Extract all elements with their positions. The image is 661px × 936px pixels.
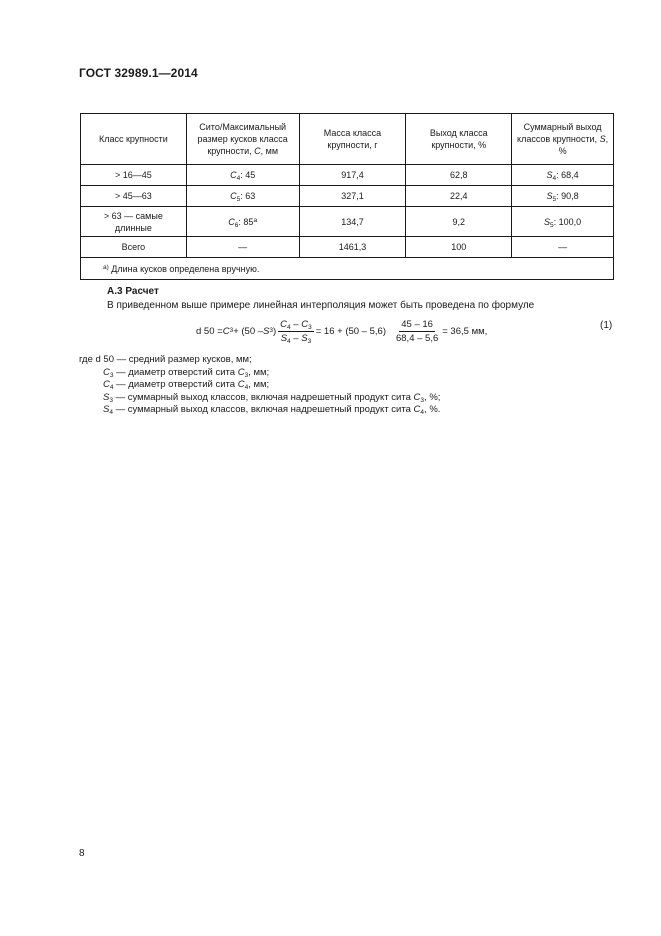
- table-footnote: $^{а)}$ Длина кусков определена вручную.: [81, 258, 614, 280]
- formula: d 50 = C 3 + (50 – S 3 ) $\frac{C_4 - C_3}{S_4 - S_3}$ = 16 + (50 – 5,6) $\frac{45 - 16}{68,4 - 5,6}$ = 36,5 мм,: [196, 318, 488, 345]
- header-sieve: Сито/Максимальный размер кусков класса крупности, C, мм: [186, 114, 299, 165]
- table-total-row: [81, 237, 614, 258]
- header-cumulative-yield: Суммарный выход классов крупности, S, %: [512, 114, 614, 165]
- cell-mass: 134,7: [299, 207, 406, 237]
- table-row: [81, 207, 614, 237]
- header-mass: Масса класса крупности, г: [299, 114, 406, 165]
- cell-sieve: $C_6$: $85^а$: [186, 207, 299, 237]
- cell-mass: 917,4: [299, 165, 406, 186]
- formula-fraction-1: $\frac{C_4 - C_3}{S_4 - S_3}$: [280, 318, 312, 345]
- table-row: [81, 186, 614, 207]
- table-header-row: [81, 114, 614, 165]
- page-number: 8: [79, 848, 85, 859]
- table-footnote-row: [81, 258, 614, 280]
- cell-sieve: $C_4$: 45: [186, 165, 299, 186]
- formula-fraction-2: $\frac{45 - 16}{68,4 - 5,6}$: [395, 318, 439, 344]
- cell-size-class: > 63 — самые длинные: [81, 207, 187, 237]
- definition-intro: где d 50 — средний размер кусков, мм;: [79, 354, 252, 365]
- footnote-ref: а: [253, 216, 258, 224]
- cell-sieve: $C_5$: 63: [186, 186, 299, 207]
- section-paragraph: В приведенном выше примере линейная интерполяция может быть проведена по формуле: [107, 300, 535, 311]
- cell-cumulative-yield: $S_5$: 100,0: [512, 207, 614, 237]
- formula-number: (1): [600, 320, 613, 331]
- cell-yield: 9,2: [406, 207, 512, 237]
- definition-item: $C_3$ — диаметр отверстий сита $C_3$, мм;: [103, 366, 270, 379]
- cell-size-class: > 16—45: [81, 165, 187, 186]
- size-class-table: [80, 113, 614, 280]
- cell-total-label: Всего: [81, 237, 187, 258]
- document-header: ГОСТ 32989.1—2014: [79, 66, 198, 80]
- definition-item: $S_4$ — суммарный выход классов, включая надрешетный продукт сита $C_4$, %.: [103, 404, 441, 417]
- cell-total-yield: 100: [406, 237, 512, 258]
- cell-yield: 22,4: [406, 186, 512, 207]
- table-row: [81, 165, 614, 186]
- cell-cumulative-yield: $S_4$: 68,4: [512, 165, 614, 186]
- cell-mass: 327,1: [299, 186, 406, 207]
- definition-item: $C_4$ — диаметр отверстий сита $C_4$, мм;: [103, 379, 270, 392]
- header-size-class: Класс крупности: [81, 114, 187, 165]
- cell-total-sieve: —: [186, 237, 299, 258]
- cell-size-class: > 45—63: [81, 186, 187, 207]
- variable-definitions: [79, 354, 440, 417]
- cell-total-mass: 1461,3: [299, 237, 406, 258]
- definition-item: $S_3$ — суммарный выход классов, включая надрешетный продукт сита $C_3$, %;: [103, 391, 441, 404]
- section-title: А.3 Расчет: [107, 286, 159, 297]
- cell-yield: 62,8: [406, 165, 512, 186]
- cell-total-cumulative: —: [512, 237, 614, 258]
- header-yield: Выход класса крупности, %: [406, 114, 512, 165]
- cell-cumulative-yield: $S_5$: 90,8: [512, 186, 614, 207]
